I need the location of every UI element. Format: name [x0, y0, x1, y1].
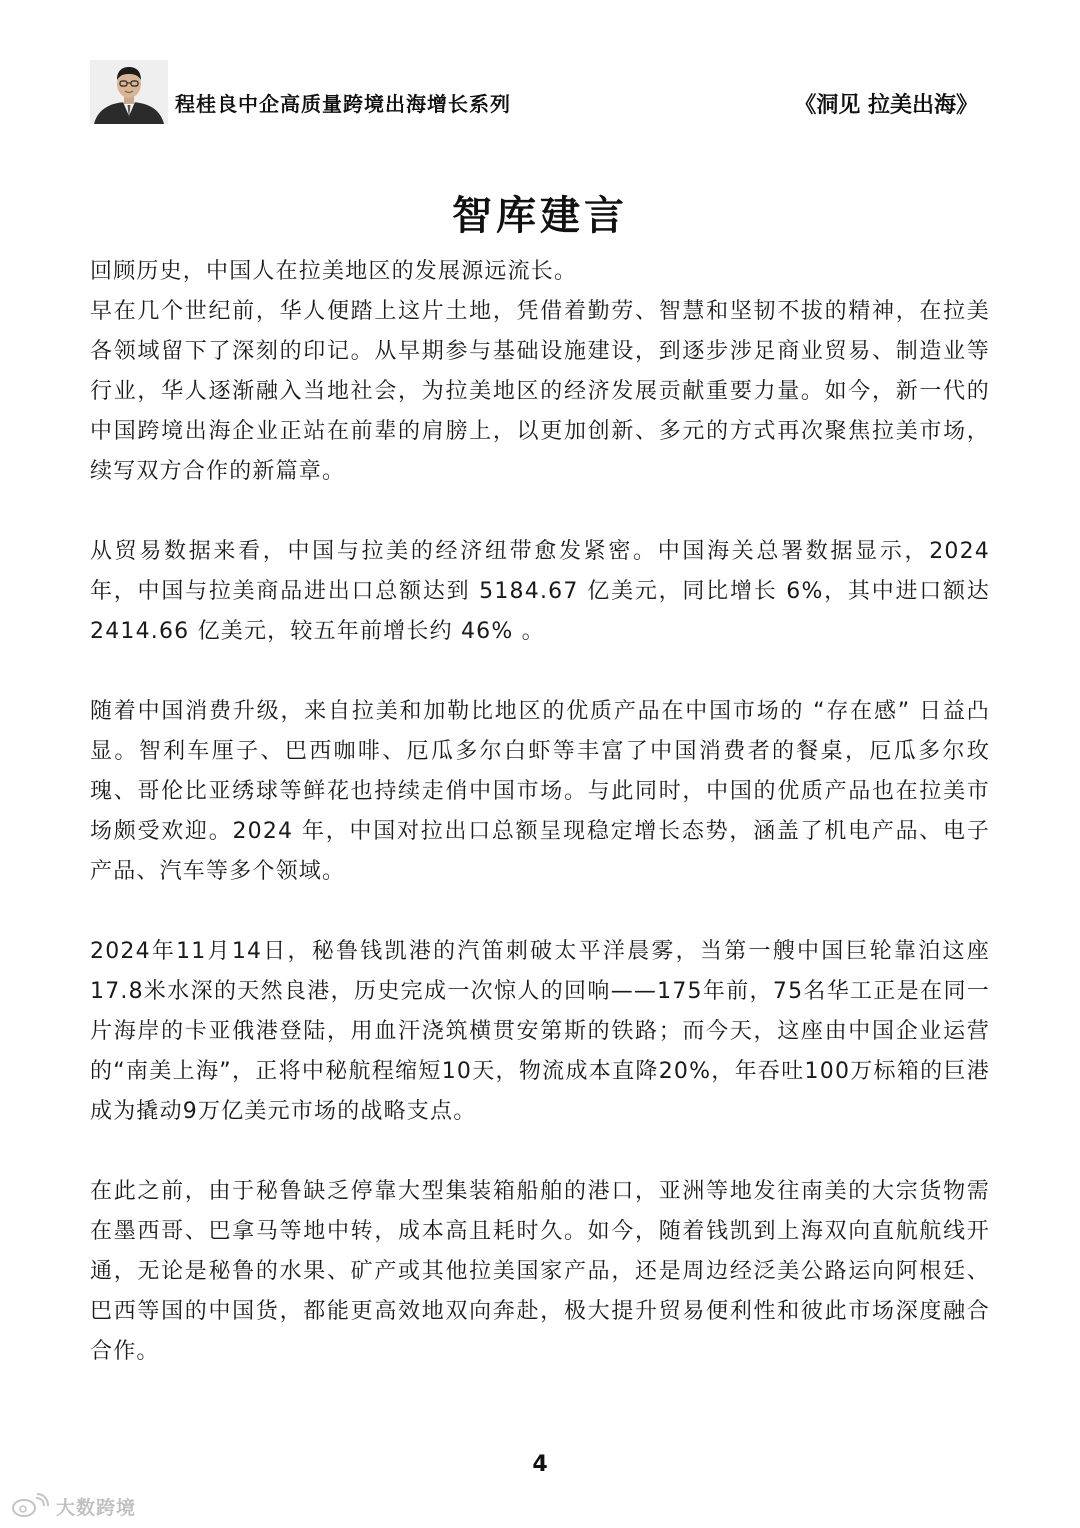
book-title: 《洞见 拉美出海》 [794, 93, 978, 118]
article-body [90, 252, 990, 1412]
page-header [0, 0, 1080, 140]
paragraph-chancay-port: 2024年11月14日，秘鲁钱凯港的汽笛刺破太平洋晨雾，当第一艘中国巨轮靠泊这座17.8米水深的天然良港，历史完成一次惊人的回响——175年前，75名华工正是在同一片海岸的卡亚俄港登陆，用血汗浇筑横贯安第斯的铁路；而今天，这座由中国企业运营的“南美上海”，正将中秘航程缩短10天，物流成本直降20%，年吞吐100万标箱的巨港成为撬动9万亿美元市场的战略支点。 [90, 939, 990, 1124]
paragraph-consumption: 随着中国消费升级，来自拉美和加勒比地区的优质产品在中国市场的 “存在感” 日益凸显。智利车厘子、巴西咖啡、厄瓜多尔白虾等丰富了中国消费者的餐桌，厄瓜多尔玫瑰、哥伦比亚绣球等鲜花也持续走俏中国市场。与此同时，中国的优质产品也在拉美市场颇受欢迎。2024 年，中国对拉出口总额呈现稳定增长态势，涵盖了机电产品、电子产品、汽车等多个领域。 [90, 699, 990, 884]
author-portrait-icon [90, 60, 168, 124]
paragraph-intro-line: 回顾历史，中国人在拉美地区的发展源远流长。 [90, 259, 578, 284]
weibo-logo-icon [10, 1493, 50, 1519]
paragraph-shipping-route: 在此之前，由于秘鲁缺乏停靠大型集装箱船舶的港口，亚洲等地发往南美的大宗货物需在墨西哥、巴拿马等地中转，成本高且耗时久。如今，随着钱凯到上海双向直航航线开通，无论是秘鲁的水果、矿产或其他拉美国家产品，还是周边经泛美公路运向阿根廷、巴西等国的中国货，都能更高效地双向奔赴，极大提升贸易便利性和彼此市场深度融合合作。 [90, 1179, 990, 1364]
page-number: 4 [532, 1452, 548, 1477]
author-photo [90, 60, 168, 124]
page-title: 智库建言 [452, 193, 628, 239]
watermark [10, 1492, 136, 1520]
series-title: 程桂良中企高质量跨境出海增长系列 [175, 92, 511, 116]
paragraph-trade-data: 从贸易数据来看，中国与拉美的经济纽带愈发紧密。中国海关总署数据显示，2024 年，中国与拉美商品进出口总额达到 5184.67 亿美元，同比增长 6%，其中进口额达 2414.66 亿美元，较五年前增长约 46% 。 [90, 539, 990, 644]
watermark-text: 大数跨境 [56, 1496, 137, 1519]
paragraph-history: 早在几个世纪前，华人便踏上这片土地，凭借着勤劳、智慧和坚韧不拔的精神，在拉美各领域留下了深刻的印记。从早期参与基础设施建设，到逐步涉足商业贸易、制造业等行业，华人逐渐融入当地社会，为拉美地区的经济发展贡献重要力量。如今，新一代的中国跨境出海企业正站在前辈的肩膀上，以更加创新、多元的方式再次聚焦拉美市场，续写双方合作的新篇章。 [90, 299, 990, 484]
